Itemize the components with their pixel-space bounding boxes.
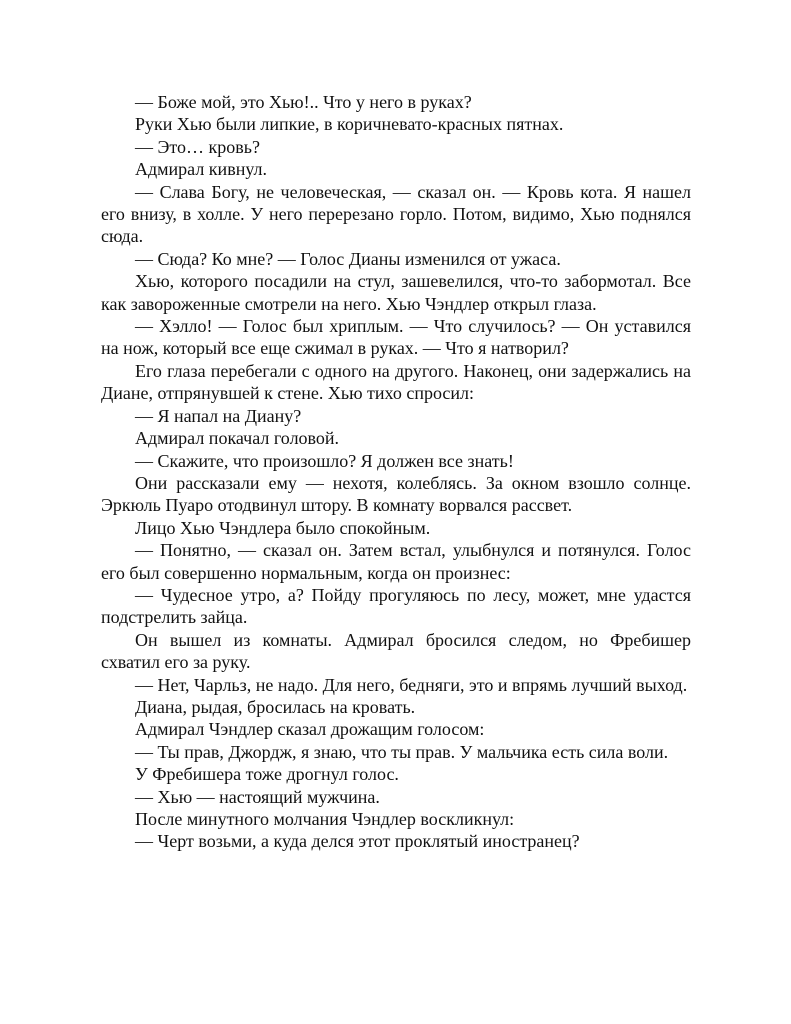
paragraph-8: — Хэлло! — Голос был хриплым. — Что случилось? — Он уставился на нож, который все еще сжимал в руках. — Что я натворил? <box>101 316 691 359</box>
paragraph-3: — Это… кровь? <box>135 136 260 157</box>
paragraph-10: — Я напал на Диану? <box>135 405 302 426</box>
paragraph-21: — Ты прав, Джордж, я знаю, что ты прав. У мальчика есть сила воли. <box>135 741 669 762</box>
paragraph-18: — Нет, Чарльз, не надо. Для него, бедняги, это и впрямь лучший выход. <box>135 674 688 695</box>
paragraph-9: Его глаза перебегали с одного на другого. Наконец, они задержались на Диане, отпрянувшей к стене. Хью тихо спросил: <box>101 360 691 404</box>
paragraph-24: После минутного молчания Чэндлер воскликнул: <box>135 809 515 829</box>
paragraph-11: Адмирал покачал головой. <box>135 428 340 449</box>
paragraph-14: Лицо Хью Чэндлера было спокойным. <box>135 517 431 538</box>
paragraph-1: — Боже мой, это Хью!.. Что у него в руках? <box>135 92 472 112</box>
paragraph-20: Адмирал Чэндлер сказал дрожащим голосом: <box>135 719 485 740</box>
paragraph-12: — Скажите, что произошло? Я должен все знать! <box>135 450 514 471</box>
paragraph-25: — Черт возьми, а куда делся этот проклятый иностранец? <box>135 831 580 852</box>
paragraph-15: — Понятно, — сказал он. Затем встал, улыбнулся и потянулся. Голос его был совершенно нормальным, когда он произнес: <box>101 540 691 583</box>
paragraph-7: Хью, которого посадили на стул, зашевелился, что-то забормотал. Все как завороженные смотрели на него. Хью Чэндлер открыл глаза. <box>101 271 691 314</box>
paragraph-5: — Слава Богу, не человеческая, — сказал он. — Кровь кота. Я нашел его внизу, в холле. У него перерезано горло. Потом, видимо, Хью поднялся сюда. <box>101 181 691 247</box>
paragraph-16: — Чудесное утро, а? Пойду прогуляюсь по лесу, может, мне удастся подстрелить зайца. <box>101 584 691 628</box>
paragraph-23: — Хью — настоящий мужчина. <box>135 786 380 807</box>
paragraph-13: Они рассказали ему — нехотя, колеблясь. За окном взошло солнце. Эркюль Пуаро отодвинул штору. В комнату ворвался рассвет. <box>101 472 691 516</box>
paragraph-6: — Сюда? Ко мне? — Голос Дианы изменился от ужаса. <box>135 248 561 269</box>
document-page <box>101 91 691 853</box>
paragraph-22: У Фребишера тоже дрогнул голос. <box>135 764 399 785</box>
paragraph-19: Диана, рыдая, бросилась на кровать. <box>135 696 416 717</box>
paragraph-17: Он вышел из комнаты. Адмирал бросился следом, но Фребишер схватил его за руку. <box>101 629 691 673</box>
paragraph-4: Адмирал кивнул. <box>135 159 268 180</box>
paragraph-2: Руки Хью были липкие, в коричневато-красных пятнах. <box>135 114 564 135</box>
